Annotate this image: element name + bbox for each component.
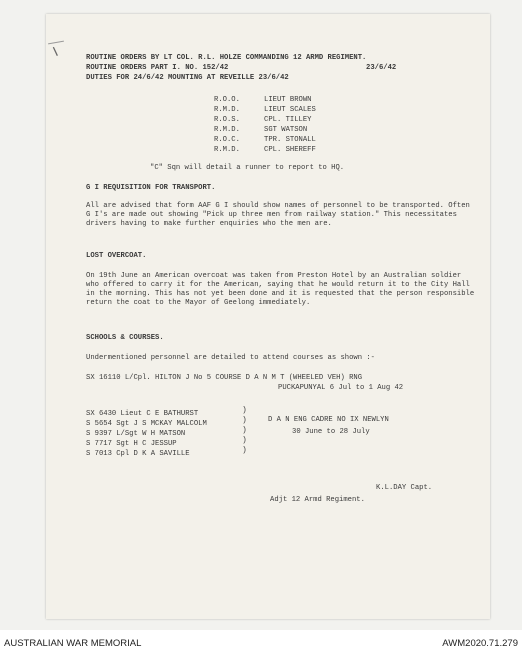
duty-row <box>214 106 316 115</box>
course2-person: S 9397 L/Sgt W H MATSON <box>86 430 186 438</box>
footer-right: AWM2020.71.279 <box>442 638 518 649</box>
course2-dates: 30 June to 28 July <box>292 428 370 436</box>
header-line-1: ROUTINE ORDERS BY LT COL. R.L. HOLZE COMMANDING 12 ARMD REGIMENT. <box>86 54 367 62</box>
transport-heading: G I REQUISITION FOR TRANSPORT. <box>86 184 216 192</box>
duty-row <box>214 96 311 105</box>
footer-left: AUSTRALIAN WAR MEMORIAL <box>4 638 142 649</box>
duty-role: R.M.D. <box>214 126 240 134</box>
duty-role: R.O.O. <box>214 96 240 104</box>
course2-person: SX 6430 Lieut C E BATHURST <box>86 410 199 418</box>
transport-body: All are advised that form AAF G I should show names of personnel to be transported. Often G I's are made out showing "Pick up three men from railway station." This necessitates drivers having to make further enquiries who the men are. <box>86 202 470 228</box>
runner-note: "C" Sqn will detail a runner to report to HQ. <box>150 164 345 172</box>
duty-role: R.M.D. <box>214 106 240 114</box>
staple-mark <box>48 41 64 45</box>
lost-body: On 19th June an American overcoat was taken from Preston Hotel by an Australian soldier who offered to carry it for the American, saying that he would return it to the City Hall in the morning. This has not yet been done and it is requested that the person responsible return the coat to the Mayor of Geelong immediately. <box>86 272 475 307</box>
duty-name: TPR. STONALL <box>264 136 316 144</box>
course2-brace: ) ) ) ) ) <box>242 406 247 455</box>
schools-intro: Undermentioned personnel are detailed to attend courses as shown :- <box>86 354 375 362</box>
duty-name: LIEUT BROWN <box>264 96 312 104</box>
course2-person: S 7013 Cpl D K A SAVILLE <box>86 450 190 458</box>
course2-person: S 7717 Sgt H C JESSUP <box>86 440 177 448</box>
header-line-2: ROUTINE ORDERS PART I. NO. 152/42 <box>86 64 229 72</box>
duty-role: R.M.D. <box>214 146 240 154</box>
duty-name: CPL. TILLEY <box>264 116 312 124</box>
duty-row <box>214 136 316 145</box>
duty-row <box>214 116 311 125</box>
course2-title: D A N ENG CADRE NO IX NEWLYN <box>268 416 389 424</box>
lost-heading: LOST OVERCOAT. <box>86 252 147 260</box>
duty-role: R.O.C. <box>214 136 240 144</box>
duty-name: CPL. SHEREFF <box>264 146 316 154</box>
document-page <box>46 14 490 619</box>
duty-row <box>214 126 307 135</box>
duty-name: SGT WATSON <box>264 126 308 134</box>
duty-row <box>214 146 316 155</box>
schools-heading: SCHOOLS & COURSES. <box>86 334 164 342</box>
course2-person: S 5654 Sgt J S MCKAY MALCOLM <box>86 420 207 428</box>
header-date: 23/6/42 <box>366 64 397 72</box>
signature-title: Adjt 12 Armd Regiment. <box>270 496 365 504</box>
duty-name: LIEUT SCALES <box>264 106 316 114</box>
handwritten-mark: I <box>51 44 61 61</box>
course1-line2: PUCKAPUNYAL 6 Jul to 1 Aug 42 <box>278 384 404 392</box>
signature-name: K.L.DAY Capt. <box>376 484 433 492</box>
course1-line1: SX 16110 L/Cpl. HILTON J No 5 COURSE D A N M T (WHEELED VEH) RNG <box>86 374 363 382</box>
duty-role: R.O.S. <box>214 116 240 124</box>
header-line-3: DUTIES FOR 24/6/42 MOUNTING AT REVEILLE 23/6/42 <box>86 74 289 82</box>
